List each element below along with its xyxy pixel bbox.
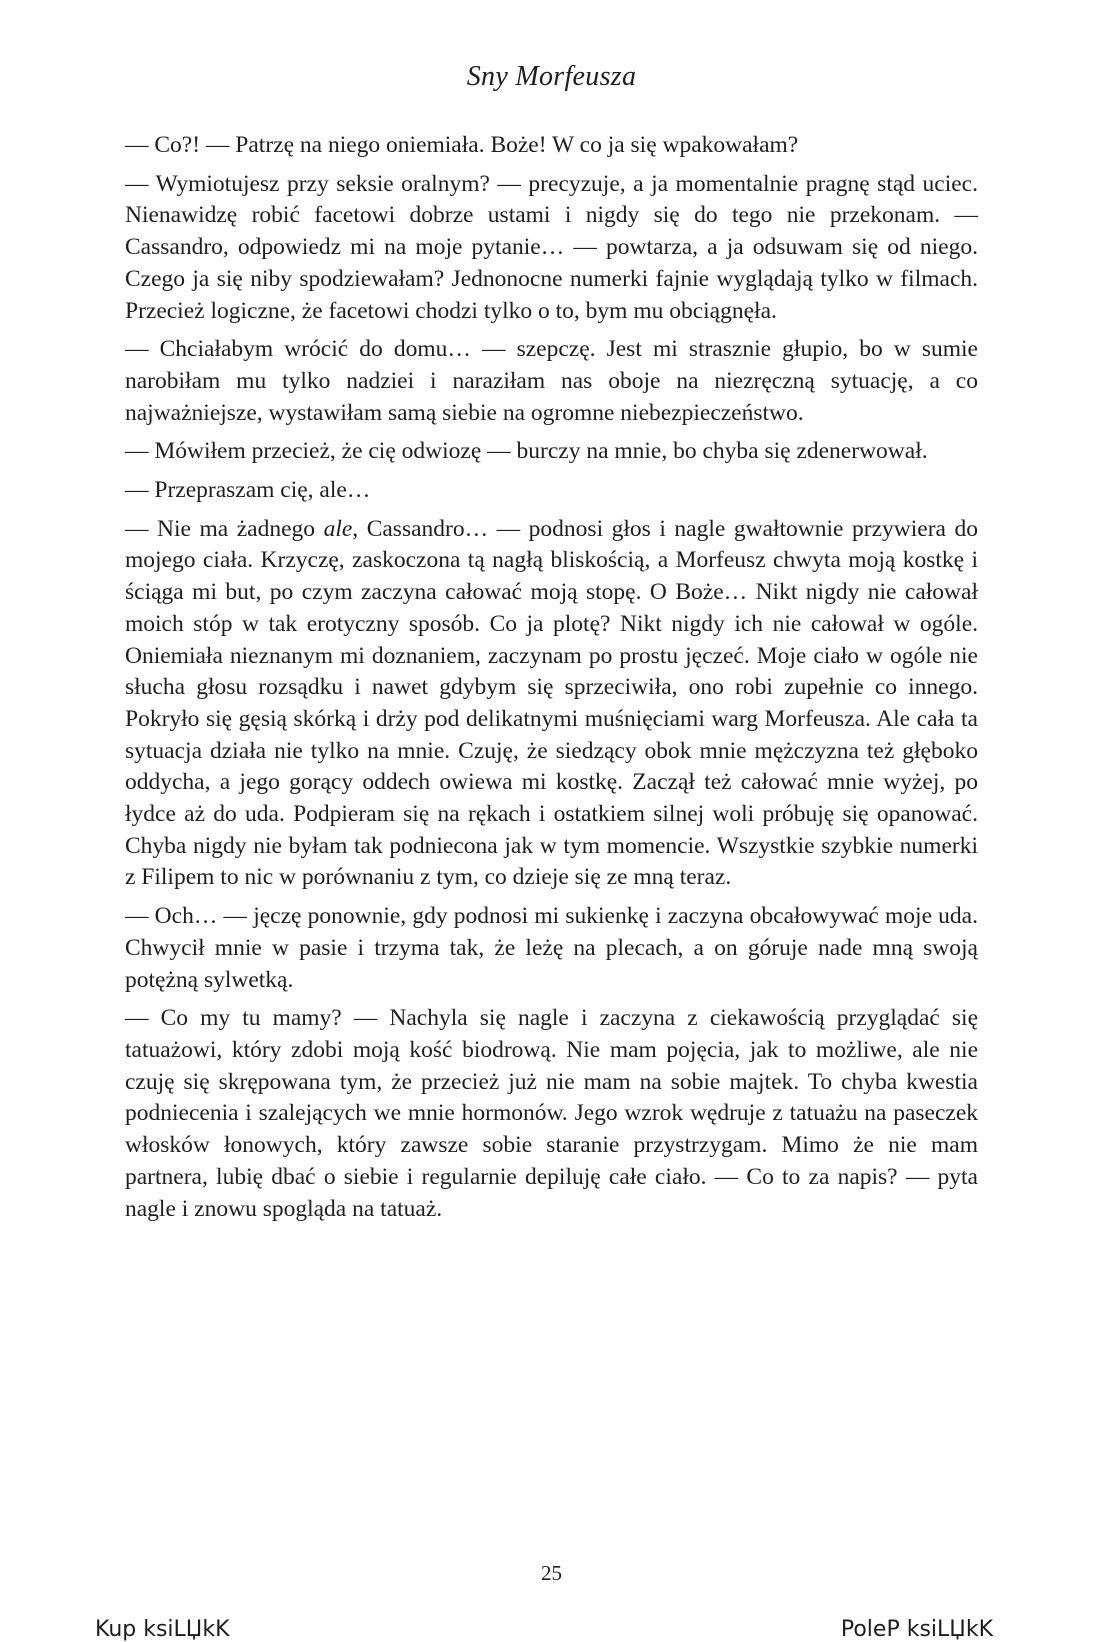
body-text: [125, 130, 978, 1232]
paragraph: — Mówiłem przecież, że cię odwiozę — burczy na mnie, bo chyba się zdenerwował.: [125, 438, 928, 465]
paragraph: — Chciałabym wrócić do domu… — szepczę. Jest mi strasznie głupio, bo w sumie narobiłam mu tylko nadziei i naraziłam nas oboje na niezręczną sytuację, a co najważniejsze, wystawiłam samą siebie na ogromne niebezpieczeństwo.: [125, 336, 978, 426]
paragraph: — Och… — jęczę ponownie, gdy podnosi mi sukienkę i zaczyna obcałowywać moje uda. Chwycił mnie w pasie i trzyma tak, że leżę na plecach, a on góruje nade mną swoją potężną sylwetką.: [125, 903, 978, 993]
paragraph: — Co?! — Patrzę na niego oniemiała. Boże! W co ja się wpakowałam?: [125, 132, 799, 158]
page-number: 25: [541, 1561, 562, 1585]
paragraph: — Wymiotujesz przy seksie oralnym? — precyzuje, a ja momentalnie pragnę stąd uciec. Nienawidzę robić facetowi dobrze ustami i nigdy się do tego nie przekonam. — Cassandro, odpowiedz mi na moje pytanie… — powtarza, a ja odsuwam się od niego. Czego ja się niby spodziewałam? Jednonocne numerki fajnie wyglądają tylko w filmach. Przecież logiczne, że facetowi chodzi tylko o to, bym mu obciągnęła.: [125, 170, 978, 324]
recommend-book-link[interactable]: PoleP ksiLЏkK: [840, 1617, 993, 1642]
paragraph: — Nie ma żadnego ale, Cassandro… — podnosi głos i nagle gwałtownie przywiera do mojego ciała. Krzyczę, zaskoczona tą nagłą bliskością, a Morfeusz chwyta moją kostkę i ściąga mi but, po czym zaczyna całować moją stopę. O Boże… Nikt nigdy nie całował moich stóp w tak erotyczny sposób. Co ja plotę? Nikt nigdy ich nie całował w ogóle. Oniemiała nieznanym mi doznaniem, zaczynam po prostu jęczeć. Moje ciało w ogóle nie słucha głosu rozsądku i nawet gdybym się sprzeciwiła, ono robi zupełnie co innego. Pokryło się gęsią skórką i drży pod delikatnymi muśnięciami warg Morfeusza. Ale cała ta sytuacja działa nie tylko na mnie. Czuję, że siedzący obok mnie mężczyzna też głęboko oddycha, a jego gorący oddech owiewa mi kostkę. Zaczął też całować mnie wyżej, po łydce aż do uda. Podpieram się na rękach i ostatkiem silnej woli próbuję się opanować. Chyba nigdy nie byłam tak podniecona jak w tym momencie. Wszystkie szybkie numerki z Filipem to nic w porównaniu z tym, co dzieje się ze mną teraz.: [125, 515, 978, 891]
running-header: [0, 60, 1103, 94]
paragraph: — Przepraszam cię, ale…: [125, 477, 371, 504]
paragraph: — Co my tu mamy? — Nachyla się nagle i zaczyna z ciekawością przyglądać się tatuażowi, który zdobi moją kość biodrową. Nie mam pojęcia, jak to możliwe, ale nie czuję się skrępowana tym, że przecież już nie mam na sobie majtek. To chyba kwestia podniecenia i szalejących we mnie hormonów. Jego wzrok wędruje z tatuażu na paseczek włosków łonowych, który zawsze sobie staranie przystrzygam. Mimo że nie mam partnera, lubię dbać o siebie i regularnie depiluję całe ciało. — Co to za napis? — pyta nagle i znowu spogląda na tatuaż.: [125, 1005, 978, 1222]
buy-book-link[interactable]: Kup ksiLЏkK: [95, 1617, 230, 1642]
book-title: Sny Morfeusza: [466, 61, 637, 92]
emphasis: ale: [323, 515, 353, 542]
